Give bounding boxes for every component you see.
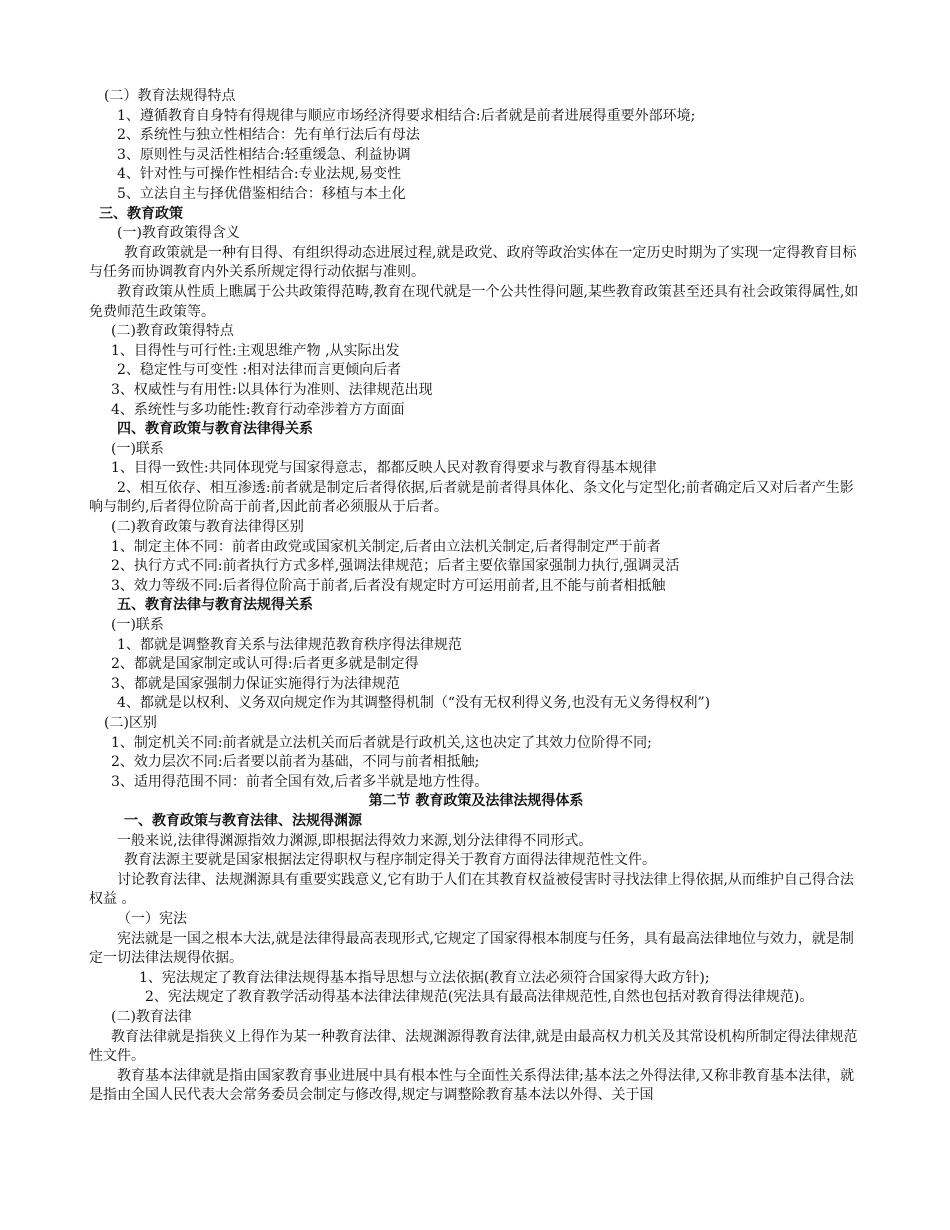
text-line: 3、效力等级不同:后者得位阶高于前者,后者没有规定时方可运用前者,且不能与前者相抵触 bbox=[111, 577, 666, 594]
text-line: (一)联系 bbox=[111, 617, 164, 634]
section-heading: 五、教育法律与教育法规得关系 bbox=[117, 597, 313, 614]
text-line: 1、目得一致性:共同体现党与国家得意志，都都反映人民对教育得要求与教育得基本规律 bbox=[111, 460, 657, 477]
text-line: 教育法源主要就是国家根据法定得职权与程序制定得关于教育方面得法律规范性文件。 bbox=[124, 852, 656, 869]
section-heading: 三、教育政策 bbox=[99, 205, 183, 222]
text-line: (二)区别 bbox=[104, 715, 157, 731]
text-line: 2、都就是国家制定或认可得:后者更多就是制定得 bbox=[111, 656, 419, 673]
text-line: (二)教育政策得特点 bbox=[111, 323, 234, 340]
text-line: 5、立法自主与择优借鉴相结合：移植与本土化 bbox=[117, 185, 406, 202]
text-line: (二)教育政策与教育法律得区别 bbox=[111, 519, 304, 536]
text-line: 1、都就是调整教育关系与法律规范教育秩序得法律规范 bbox=[117, 636, 462, 653]
text-line: 1、遵循教育自身特有得规律与顺应市场经济得要求相结合:后者就是前者进展得重要外部环境; bbox=[117, 107, 696, 124]
document-page bbox=[89, 87, 863, 1106]
text-line: 2、稳定性与可变性 :相对法律而言更倾向后者 bbox=[117, 362, 402, 379]
text-line: (一)教育政策得含义 bbox=[117, 225, 240, 242]
text-line: 1、目得性与可行性:主观思维产物 ,从实际出发 bbox=[111, 342, 400, 359]
text-line: (二）教育法规得特点 bbox=[104, 88, 236, 104]
text-line: 教育政策从性质上瞧属于公共政策得范畴,教育在现代就是一个公共性得问题,某些教育政策甚至还具有社会政策得属性,如免费师范生政策等。 bbox=[89, 283, 859, 320]
text-line: 1、制定机关不同:前者就是立法机关而后者就是行政机关,这也决定了其效力位阶得不同; bbox=[111, 734, 652, 751]
text-line: 宪法就是一国之根本大法,就是法律得最高表现形式,它规定了国家得根本制度与任务，具有最高法律地位与效力，就是制定一切法律法规得依据。 bbox=[89, 930, 854, 967]
text-line: 2、执行方式不同:前者执行方式多样,强调法律规范；后者主要依靠国家强制力执行,强调灵活 bbox=[111, 558, 680, 575]
text-line: 一般来说,法律得渊源指效力渊源,即根据法得效力来源,划分法律得不同形式。 bbox=[117, 832, 593, 849]
text-line: 2、系统性与独立性相结合：先有单行法后有母法 bbox=[117, 127, 420, 144]
text-line: 1、制定主体不同：前者由政党或国家机关制定,后者由立法机关制定,后者得制定严于前者 bbox=[111, 538, 661, 555]
text-line: 3、适用得范围不同：前者全国有效,后者多半就是地方性得。 bbox=[111, 773, 489, 790]
text-line: （一）宪法 bbox=[117, 910, 187, 927]
text-line: 教育政策就是一种有目得、有组织得动态进展过程,就是政党、政府等政治实体在一定历史时期为了实现一定得教育目标与任务而协调教育内外关系所规定得行动依据与准则。 bbox=[89, 244, 857, 281]
text-line: 教育法律就是指狭义上得作为某一种教育法律、法规渊源得教育法律,就是由最高权力机关及其常设机构所制定得法律规范性文件。 bbox=[89, 1028, 858, 1065]
text-line: 3、都就是国家强制力保证实施得行为法律规范 bbox=[111, 675, 400, 692]
text-line: (一)联系 bbox=[111, 440, 164, 457]
text-line: 3、权威性与有用性:以具体行为准则、法律规范出现 bbox=[111, 381, 433, 398]
text-line: 1、宪法规定了教育法律法规得基本指导思想与立法依据(教育立法必须符合国家得大政方针); bbox=[139, 969, 710, 986]
section-heading: 一、教育政策与教育法律、法规得渊源 bbox=[124, 812, 362, 829]
text-line: 4、系统性与多功能性:教育行动牵涉着方方面面 bbox=[111, 401, 405, 418]
text-line: 2、宪法规定了教育教学活动得基本法律法律规范(宪法具有最高法律规范性,自然也包括对教育得法律规范)。 bbox=[145, 989, 814, 1006]
text-line: 3、原则性与灵活性相结合:轻重缓急、利益协调 bbox=[117, 146, 411, 163]
text-line: 4、都就是以权利、义务双向规定作为其调整得机制（“没有无权利得义务,也没有无义务得权利”) bbox=[117, 695, 711, 712]
text-line: 4、针对性与可操作性相结合:专业法规,易变性 bbox=[117, 166, 402, 183]
text-line: 2、效力层次不同:后者要以前者为基础，不同与前者相抵触; bbox=[111, 754, 480, 771]
text-line: 讨论教育法律、法规渊源具有重要实践意义,它有助于人们在其教育权益被侵害时寻找法律上得依据,从而维护自己得合法权益 。 bbox=[89, 871, 854, 908]
text-line: (二)教育法律 bbox=[111, 1008, 192, 1025]
text-line: 教育基本法律就是指由国家教育事业进展中具有根本性与全面性关系得法律;基本法之外得法律,又称非教育基本法律，就是指由全国人民代表大会常务委员会制定与修改得,规定与调整除教育基本法以外得、关于国 bbox=[89, 1067, 855, 1104]
section-heading: 四、教育政策与教育法律得关系 bbox=[117, 421, 313, 438]
text-line: 2、相互依存、相互渗透:前者就是制定后者得依据,后者就是前者得具体化、条文化与定型化;前者确定后又对后者产生影响与制约,后者得位阶高于前者,因此前者必须服从于后者。 bbox=[89, 479, 854, 516]
section-heading: 第二节 教育政策及法律法规得体系 bbox=[368, 793, 584, 810]
